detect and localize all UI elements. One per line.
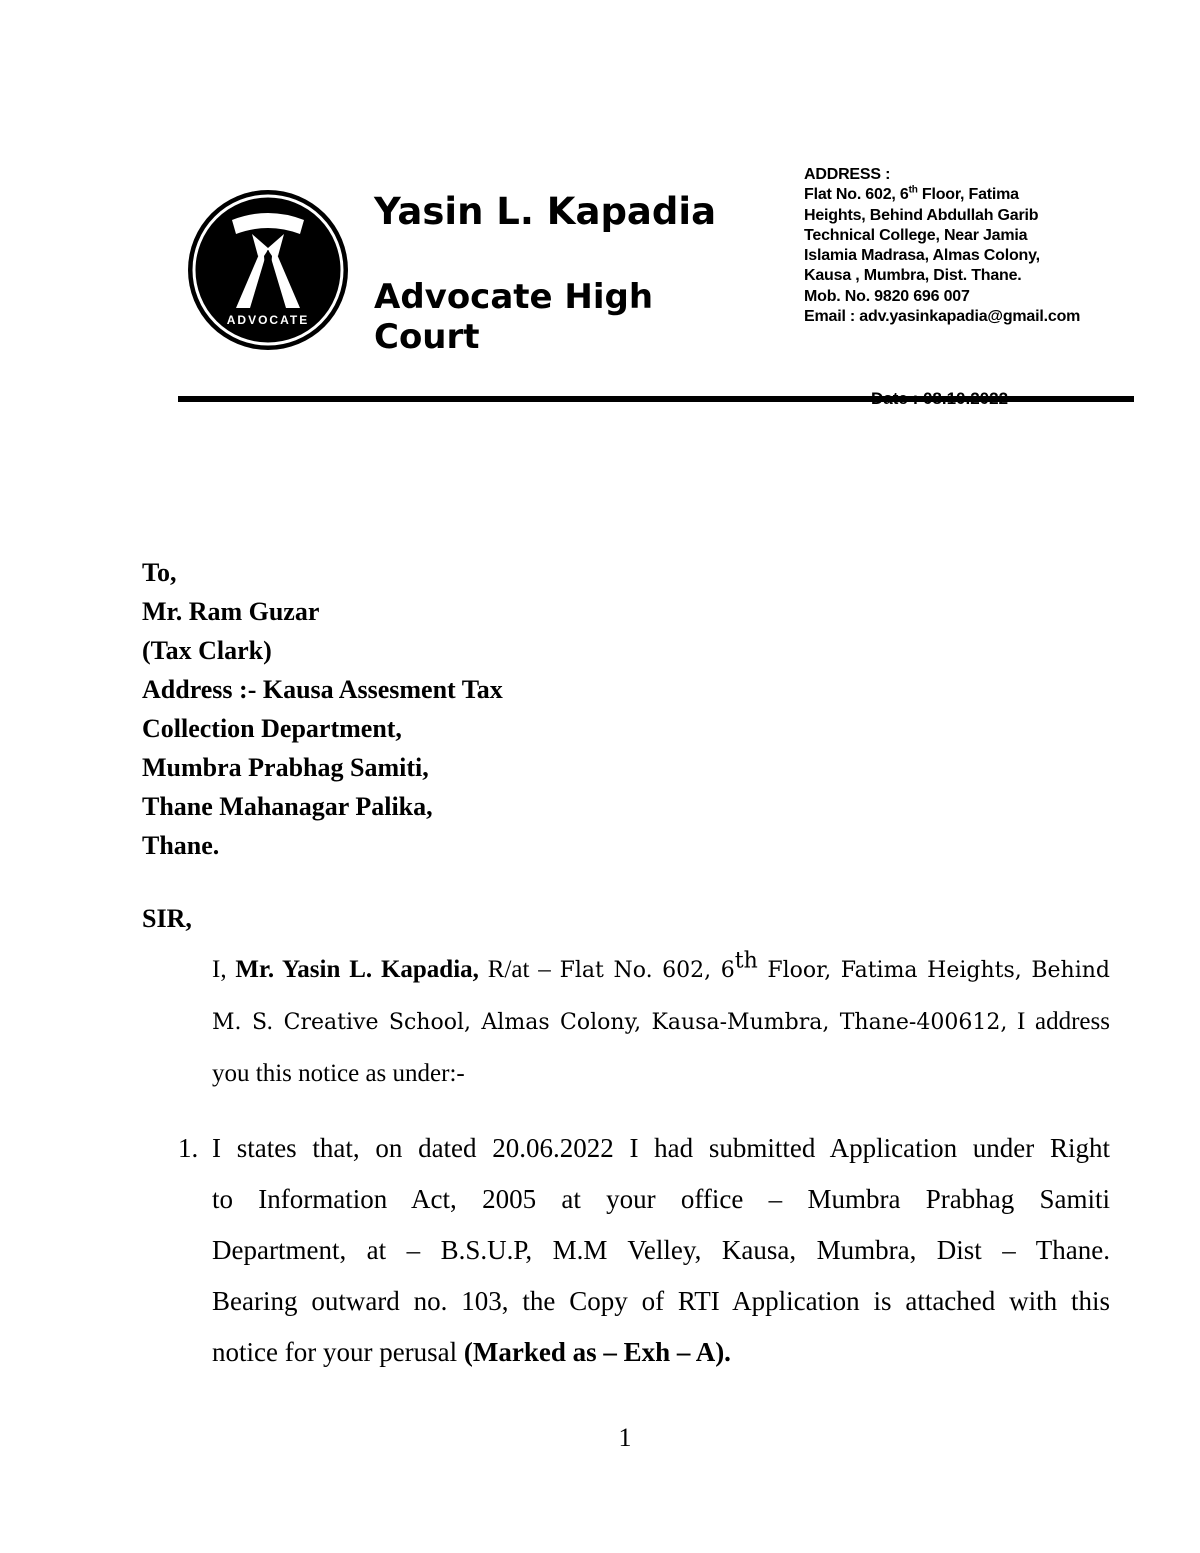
point-line xyxy=(212,1327,1110,1378)
recipient-line: Thane. xyxy=(142,831,220,860)
email-address: Email : adv.yasinkapadia@gmail.com xyxy=(804,308,1081,326)
sender-name: Mr. Yasin L. Kapadia, xyxy=(235,956,479,983)
point-line: to Information Act, 2005 at your office – Mumbra Prabhag Samiti xyxy=(212,1184,1110,1214)
recipient-line: Mr. Ram Guzar xyxy=(142,597,320,626)
sender-address: Flat No. 602, 6 xyxy=(559,958,735,983)
advocate-logo xyxy=(180,190,358,350)
advocate-name: Yasin L. Kapadia xyxy=(374,190,717,233)
point-line-text: notice for your perusal xyxy=(212,1337,464,1367)
header-divider xyxy=(178,396,1134,402)
address-line: Technical College, Near Jamia xyxy=(804,226,1028,244)
point-line: Bearing outward no. 103, the Copy of RTI Application is attached with this xyxy=(212,1286,1110,1316)
point-line: I states that, on dated 20.06.2022 I had submitted Application under Right xyxy=(212,1133,1110,1163)
page-number: 1 xyxy=(618,1423,632,1452)
recipient-line: Address :- Kausa Assesment Tax xyxy=(142,675,503,704)
recipient-line: To, xyxy=(142,558,177,587)
intro-text: I, xyxy=(212,956,236,983)
address-line-1a: Flat No. 602, 6 xyxy=(804,186,909,204)
intro-text: R/at – xyxy=(478,956,560,983)
recipient-line: (Tax Clark) xyxy=(142,636,272,665)
recipient-line: Mumbra Prabhag Samiti, xyxy=(142,753,429,782)
address-line-1-sup: th xyxy=(908,184,918,196)
intro-text: I address you this notice as under:- xyxy=(212,1008,1110,1087)
address-line: Islamia Madrasa, Almas Colony, xyxy=(804,247,1040,265)
address-line: Kausa , Mumbra, Dist. Thane. xyxy=(804,267,1022,285)
point-number: 1. xyxy=(178,1133,199,1163)
address-block xyxy=(804,165,1134,327)
mobile-number: Mob. No. 9820 696 007 xyxy=(804,287,970,305)
address-line-1b: Floor, Fatima xyxy=(917,186,1019,204)
logo-text: ADVOCATE xyxy=(226,313,310,327)
salutation: SIR, xyxy=(142,904,192,933)
recipient-line: Thane Mahanagar Palika, xyxy=(142,792,433,821)
address-heading: ADDRESS : xyxy=(804,166,891,183)
point-line: Department, at – B.S.U.P, M.M Velley, Kausa, Mumbra, Dist – Thane. xyxy=(212,1235,1110,1265)
point-text xyxy=(212,1123,1110,1378)
sender-address-sup: th xyxy=(734,948,758,974)
recipient-line: Collection Department, xyxy=(142,714,402,743)
recipient-block xyxy=(142,553,503,865)
address-line xyxy=(804,185,1134,205)
intro-paragraph xyxy=(212,944,1110,1099)
advocate-designation: Advocate High Court xyxy=(374,277,654,357)
sender-address: Floor, Fatima Heights, Behind M. S. Creative School, Almas Colony, Kausa-Mumbra, Thane-400612, xyxy=(212,958,1110,1035)
address-line: Heights, Behind Abdullah Garib xyxy=(804,206,1039,224)
exhibit-mark: (Marked as – Exh – A). xyxy=(463,1337,731,1367)
